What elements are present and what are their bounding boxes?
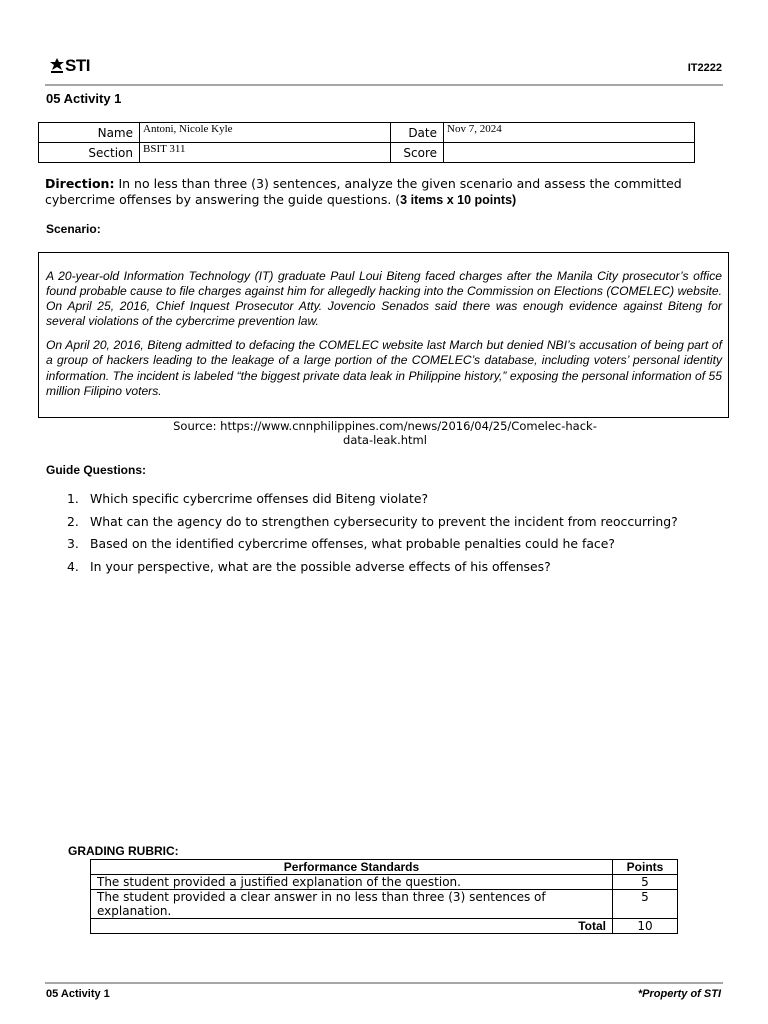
list-item <box>67 559 747 582</box>
score-label: Score <box>391 143 444 163</box>
date-value[interactable]: Nov 7, 2024 <box>444 123 695 143</box>
standard-cell: The student provided a clear answer in no less than three (3) sentences of explanation. <box>91 890 613 919</box>
list-item <box>67 536 747 559</box>
question-number: 2. <box>67 513 79 529</box>
scenario-paragraph: A 20-year-old Information Technology (IT) graduate Paul Loui Biteng faced charges after the Manila City prosecutor’s office found probable cause to file charges against him for allegedly hacking into the Commission on Elections (COMELEC) website. On April 25, 2016, Chief Inquest Prosecutor Atty. Jovencio Senados said there was enough evidence against Biteng for several violations of the cybercrime prevention law. <box>46 269 722 329</box>
guide-questions-label: Guide Questions: <box>46 463 147 477</box>
grading-rubric-label: GRADING RUBRIC: <box>68 844 179 858</box>
section-value[interactable]: BSIT 311 <box>140 143 391 163</box>
logo-text: STI <box>65 56 90 75</box>
direction-body: In no less than three (3) sentences, analyze the given scenario and assess the committed cybercrime offenses by answering the guide questions. ( <box>45 176 682 207</box>
column-header: Performance Standards <box>91 860 613 875</box>
standard-cell: The student provided a justified explanation of the question. <box>91 875 613 890</box>
grading-rubric-table <box>90 859 678 934</box>
question-number: 3. <box>67 536 79 551</box>
name-value[interactable]: Antoni, Nicole Kyle <box>140 123 391 143</box>
section-label: Section <box>39 143 140 163</box>
table-row <box>91 919 678 934</box>
question-text: In your perspective, what are the possible adverse effects of his offenses? <box>90 558 551 574</box>
total-label: Total <box>91 919 613 934</box>
points-cell: 5 <box>613 890 678 919</box>
page-title: 05 Activity 1 <box>46 91 122 106</box>
question-number: 1. <box>67 491 79 506</box>
list-item <box>67 491 747 514</box>
scenario-box <box>38 252 729 418</box>
footer-property: *Property of STI <box>637 988 721 1000</box>
list-item <box>67 514 747 537</box>
direction-text <box>45 176 725 208</box>
sti-emblem-icon <box>50 58 64 74</box>
date-label: Date <box>391 123 444 143</box>
table-row <box>91 890 678 919</box>
source-citation: Source: https://www.cnnphilippines.com/news/2016/04/25/Comelec-hack-data-leak.html <box>173 419 597 447</box>
question-text: What can the agency do to strengthen cybersecurity to prevent the incident from reoccurring? <box>90 513 678 529</box>
points-cell: 5 <box>613 875 678 890</box>
table-row <box>91 875 678 890</box>
info-row <box>39 123 695 143</box>
total-value: 10 <box>613 919 678 934</box>
scenario-paragraph: On April 20, 2016, Biteng admitted to defacing the COMELEC website last March but denied NBI’s accusation of being part of a group of hackers leading to the leakage of a large portion of the COMELEC’s database, including voters’ personal identity information. The incident is labeled “the biggest private data leak in Philippine history,” exposing the personal information of 55 million Filipino voters. <box>46 338 722 398</box>
scenario-label: Scenario: <box>46 222 101 236</box>
name-label: Name <box>39 123 140 143</box>
score-value[interactable] <box>444 143 695 163</box>
sti-logo <box>50 55 90 77</box>
question-text: Which specific cybercrime offenses did Biteng violate? <box>90 491 429 506</box>
footer-activity: 05 Activity 1 <box>46 988 110 1000</box>
footer-divider <box>45 982 723 984</box>
student-info-table <box>38 122 695 163</box>
info-row <box>39 143 695 163</box>
column-header: Points <box>613 860 678 875</box>
table-header-row <box>91 860 678 875</box>
course-code: IT2222 <box>687 62 722 74</box>
question-number: 4. <box>67 558 79 574</box>
direction-label: Direction: <box>45 176 115 191</box>
question-text: Based on the identified cybercrime offenses, what probable penalties could he face? <box>90 536 615 551</box>
guide-questions-list <box>67 491 747 581</box>
direction-points: 3 items x 10 points) <box>400 193 517 207</box>
header-divider <box>45 84 723 86</box>
